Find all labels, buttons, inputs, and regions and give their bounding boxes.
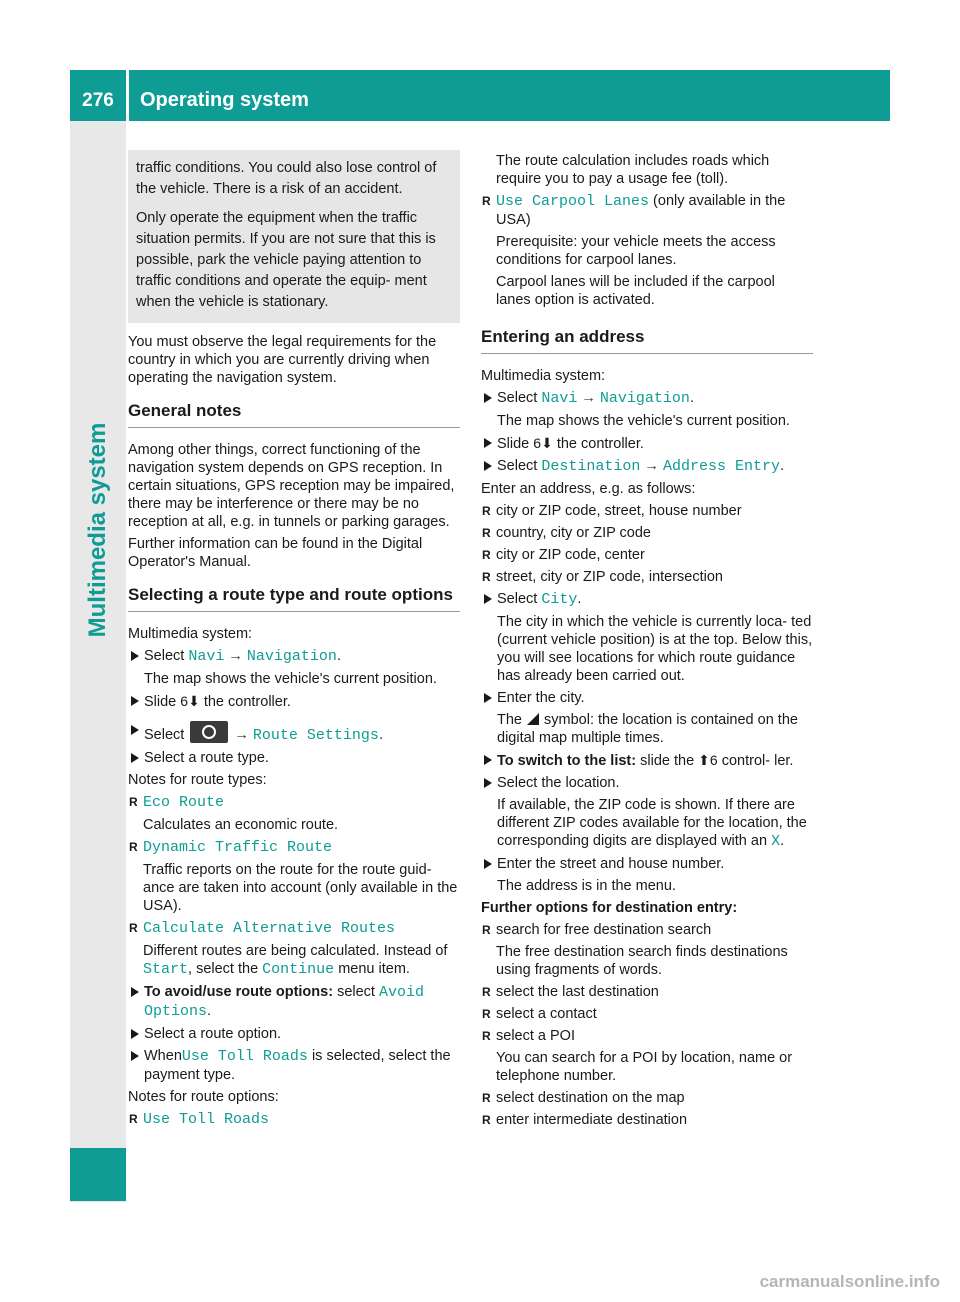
instruction-step	[481, 590, 813, 609]
section-heading: Selecting a route type and route options	[128, 585, 460, 612]
step-text: Slide	[144, 694, 181, 710]
description-text: Different routes are being calculated. Instead of	[143, 943, 448, 959]
step-text: the controller.	[199, 694, 291, 710]
list-item: R city or ZIP code, center	[481, 546, 813, 564]
list-item: R select destination on the map	[481, 1089, 813, 1107]
list-item: R country, city or ZIP code	[481, 524, 813, 542]
paragraph: Enter an address, e.g. as follows:	[481, 481, 696, 497]
list-item: R select a POI	[481, 1027, 813, 1045]
option-text: (only available in the USA)	[496, 193, 786, 228]
arrow-icon: →	[228, 648, 243, 664]
step-note: The city in which the vehicle is currently loca- ted (current vehicle position) is at the top. Below this, you will see locations for which route guidance has already been carried out.	[497, 614, 813, 684]
menu-item-start: Start	[143, 961, 189, 978]
paragraph: Notes for route types:	[128, 772, 267, 788]
menu-item-route-settings: Route Settings	[252, 727, 379, 744]
option-description: Carpool lanes will be included if the carpool lanes option is activated.	[496, 274, 775, 308]
arrow-icon: →	[644, 458, 659, 474]
instruction-step	[128, 721, 460, 745]
controller-slide-up-icon: ⬆6	[698, 752, 718, 768]
menu-item-navigation: Navigation	[599, 390, 690, 407]
paragraph: Multimedia system:	[128, 626, 253, 642]
page-number: 276	[82, 90, 114, 111]
option-description: You can search for a POI by location, name or telephone number.	[496, 1050, 793, 1084]
list-item: R select a contact	[481, 1005, 813, 1023]
step-text: .	[689, 390, 694, 406]
menu-item-options: Options	[144, 1003, 208, 1020]
step-text: Slide	[497, 436, 534, 452]
step-note: The address is in the menu.	[497, 878, 676, 894]
settings-icon	[190, 721, 228, 743]
menu-item-destination: Destination	[541, 458, 641, 475]
step-text: Select	[144, 648, 189, 664]
list-item	[481, 192, 813, 229]
menu-item-use-toll-roads: Use Toll Roads	[181, 1048, 308, 1065]
side-tab-strip	[70, 121, 126, 1202]
list-item	[128, 1110, 460, 1129]
option-description: Calculates an economic route.	[143, 817, 339, 833]
arrow-icon: →	[234, 727, 249, 743]
menu-item-avoid: Avoid	[378, 984, 424, 1001]
note-text: symbol: the location is contained on the digital map multiple times.	[497, 712, 798, 746]
step-text: the controller.	[552, 436, 644, 452]
list-item: R city or ZIP code, street, house number	[481, 502, 813, 520]
instruction-step: Enter the city.	[481, 689, 813, 707]
step-note	[497, 711, 813, 747]
step-text: Select	[497, 390, 542, 406]
menu-item-navigation: Navigation	[246, 648, 337, 665]
warning-box	[128, 150, 460, 323]
watermark: carmanualsonline.info	[759, 1272, 940, 1291]
list-item: R select the last destination	[481, 983, 813, 1001]
step-text: control- ler.	[717, 753, 794, 769]
option-description	[143, 942, 460, 979]
controller-slide-icon: 6⬇	[180, 693, 200, 709]
description-text: menu item.	[334, 961, 410, 977]
side-marker	[70, 1148, 126, 1201]
instruction-step	[481, 434, 813, 453]
option-description: Prerequisite: your vehicle meets the access conditions for carpool lanes.	[496, 234, 776, 268]
paragraph: Among other things, correct functioning of the navigation system depends on GPS reception. In certain situations, GPS reception may be impaired, there may be interference or there may be no reception at all, e.g. in tunnels or parking garages.	[128, 442, 455, 530]
step-text: .	[577, 591, 582, 607]
menu-item-navi: Navi	[541, 390, 578, 407]
list-item: R enter intermediate destination	[481, 1111, 813, 1129]
instruction-step	[128, 647, 460, 666]
instruction-step	[481, 389, 813, 408]
paragraph: Further information can be found in the Digital Operator's Manual.	[128, 536, 423, 570]
section-heading: Entering an address	[481, 327, 813, 354]
option-description: Traffic reports on the route for the route guid- ance are taken into account (only available in the USA).	[143, 862, 458, 914]
instruction-step	[481, 457, 813, 476]
step-text: is selected, select the payment type.	[144, 1048, 451, 1083]
instruction-step	[128, 983, 460, 1021]
list-item: R street, city or ZIP code, intersection	[481, 568, 813, 586]
step-text: .	[378, 727, 383, 743]
header-divider	[126, 70, 129, 121]
paragraph: Multimedia system:	[481, 368, 606, 384]
instruction-step	[128, 1047, 460, 1084]
step-text: Select	[144, 727, 189, 743]
instruction-step	[481, 751, 813, 770]
step-text: slide the	[636, 753, 699, 769]
option-dynamic-traffic-route: Dynamic Traffic Route	[143, 839, 333, 856]
menu-item-continue: Continue	[262, 961, 335, 978]
note-text: .	[780, 833, 785, 849]
page-title: Operating system	[140, 89, 309, 111]
instruction-step: Enter the street and house number.	[481, 855, 813, 873]
step-bold-text: To switch to the list:	[497, 753, 637, 769]
option-eco-route: Eco Route	[143, 794, 225, 811]
list-item	[128, 793, 460, 812]
instruction-step: Select a route option.	[128, 1025, 460, 1043]
option-use-carpool-lanes: Use Carpool Lanes	[496, 193, 650, 210]
list-item	[128, 919, 460, 938]
option-description: The free destination search finds destinations using fragments of words.	[496, 944, 788, 978]
multiple-locations-icon	[527, 713, 539, 725]
section-heading: General notes	[128, 401, 460, 428]
step-text: select	[333, 984, 379, 1000]
left-column	[128, 150, 460, 1133]
warning-text: Only operate the equipment when the traffic situation permits. If you are not sure that this is possible, park the vehicle paying attention to traffic conditions and operate the equip- ment when the vehicle is stationary.	[136, 210, 436, 310]
legal-text: You must observe the legal requirements for the country in which you are currently driving when operating the navigation system.	[128, 334, 437, 386]
step-text: .	[336, 648, 341, 664]
option-use-toll-roads: Use Toll Roads	[143, 1111, 270, 1128]
controller-slide-icon: 6⬇	[533, 435, 553, 451]
step-note	[497, 796, 813, 851]
list-item: R search for free destination search	[481, 921, 813, 939]
menu-item-address-entry: Address Entry	[662, 458, 780, 475]
step-note: The map shows the vehicle's current position.	[144, 671, 437, 687]
description-text: , select the	[188, 961, 263, 977]
arrow-icon: →	[581, 390, 596, 406]
list-item	[128, 838, 460, 857]
menu-item-navi: Navi	[188, 648, 225, 665]
step-note: The map shows the vehicle's current position.	[497, 413, 790, 429]
note-text: The	[497, 712, 527, 728]
note-text: If available, the ZIP code is shown. If there are different ZIP codes available for the location, the corresponding digits are displayed with an	[497, 797, 807, 849]
option-calculate-alternative-routes: Calculate Alternative Routes	[143, 920, 396, 937]
side-tab-label: Multimedia system	[84, 422, 111, 638]
step-bold-text: To avoid/use route options:	[144, 984, 334, 1000]
step-text: Select	[497, 591, 542, 607]
symbol-x: X	[771, 833, 781, 850]
subheading: Further options for destination entry:	[481, 900, 738, 916]
instruction-step: Select the location.	[481, 774, 813, 792]
instruction-step: Select a route type.	[128, 749, 460, 767]
option-description: The route calculation includes roads which require you to pay a usage fee (toll).	[496, 153, 770, 187]
step-text: .	[779, 458, 784, 474]
menu-item-city: City	[541, 591, 578, 608]
step-text: .	[207, 1003, 212, 1019]
step-text: When	[144, 1048, 182, 1064]
right-column	[481, 150, 813, 1133]
instruction-step	[128, 692, 460, 711]
warning-text: traffic conditions. You could also lose control of the vehicle. There is a risk of an accident.	[136, 160, 437, 197]
paragraph: Notes for route options:	[128, 1089, 279, 1105]
step-text: Select	[497, 458, 542, 474]
